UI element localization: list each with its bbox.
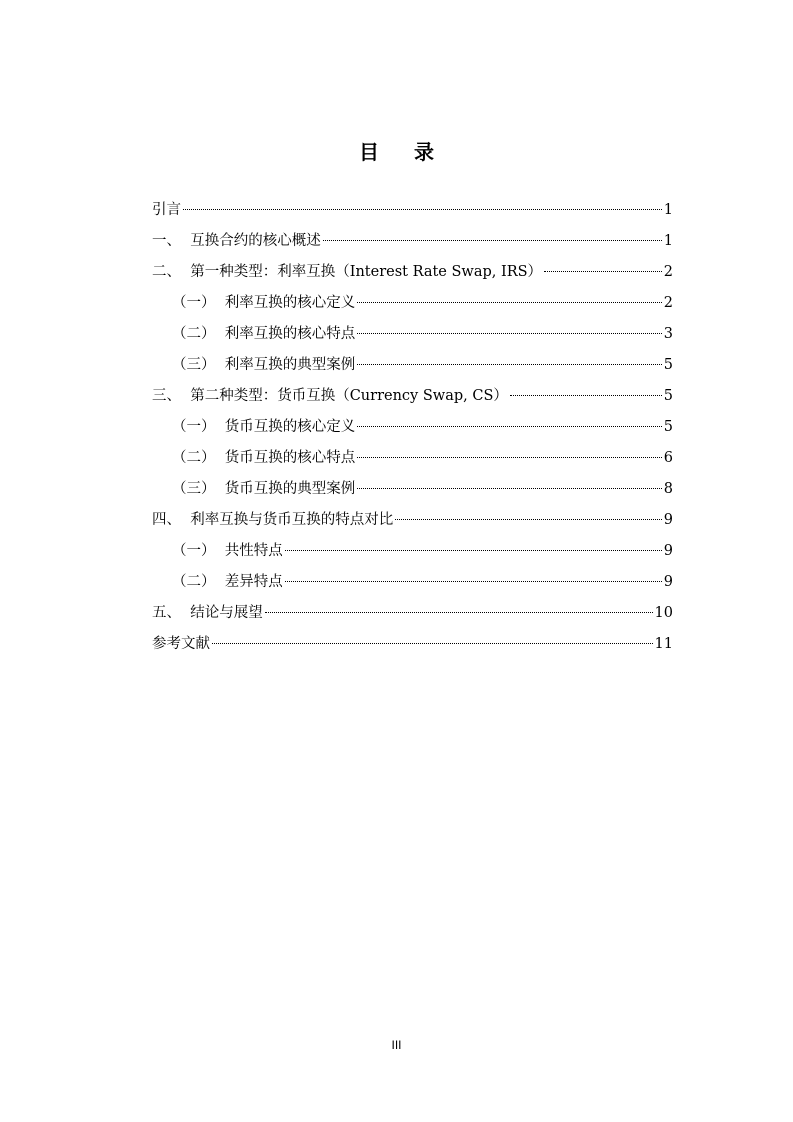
toc-entry-page: 6 — [663, 450, 673, 466]
toc-entry-page: 9 — [663, 574, 673, 590]
toc-entry-number: （一） — [172, 295, 225, 311]
toc-entry-label: 共性特点 — [224, 543, 283, 559]
toc-dot-leader — [544, 271, 662, 272]
toc-entry[interactable] — [152, 508, 673, 539]
toc-dot-leader — [357, 488, 662, 489]
toc-entry-page: 2 — [663, 264, 673, 280]
toc-entry-label: 结论与展望 — [190, 605, 263, 621]
toc-entry-number: 五、 — [152, 605, 191, 621]
toc-entry[interactable] — [152, 415, 673, 446]
toc-dot-leader — [357, 333, 662, 334]
toc-entry[interactable] — [152, 229, 673, 260]
toc-entry[interactable] — [152, 570, 673, 601]
toc-entry-label: 利率互换的典型案例 — [224, 357, 356, 373]
toc-dot-leader — [183, 209, 662, 210]
toc-entry-page: 11 — [654, 636, 673, 652]
toc-entry[interactable] — [152, 291, 673, 322]
toc-entry-label: 货币互换的核心定义 — [224, 419, 356, 435]
toc-dot-leader — [510, 395, 662, 396]
toc-dot-leader — [357, 457, 662, 458]
toc-entry-page: 3 — [663, 326, 673, 342]
toc-entry-page: 8 — [663, 481, 673, 497]
toc-entry-label: 第二种类型：货币互换（Currency Swap, CS） — [190, 388, 508, 404]
toc-entry-page: 5 — [663, 388, 673, 404]
toc-entry-number: 四、 — [152, 512, 191, 528]
toc-entry[interactable] — [152, 260, 673, 291]
toc-dot-leader — [212, 643, 653, 644]
toc-entry-number: 二、 — [152, 264, 191, 280]
toc-dot-leader — [357, 302, 662, 303]
toc-entry-number: （一） — [172, 419, 225, 435]
toc-entry-number: （三） — [172, 481, 225, 497]
page-number: III — [391, 1038, 402, 1052]
toc-entry-page: 1 — [663, 202, 673, 218]
toc-dot-leader — [395, 519, 662, 520]
toc-entry-label: 利率互换的核心特点 — [224, 326, 356, 342]
toc-entry[interactable] — [152, 322, 673, 353]
toc-entry-number: （一） — [172, 543, 225, 559]
toc-entry[interactable] — [152, 632, 673, 663]
toc-entry-page: 5 — [663, 419, 673, 435]
toc-entry-label: 货币互换的核心特点 — [224, 450, 356, 466]
toc-entry[interactable] — [152, 601, 673, 632]
toc-entry[interactable] — [152, 446, 673, 477]
toc-entry-label: 差异特点 — [224, 574, 283, 590]
toc-entry-page: 9 — [663, 512, 673, 528]
toc-entry[interactable] — [152, 353, 673, 384]
toc-dot-leader — [285, 550, 662, 551]
table-of-contents — [152, 198, 673, 663]
toc-entry[interactable] — [152, 477, 673, 508]
toc-entry-number: （二） — [172, 450, 225, 466]
toc-entry-label: 互换合约的核心概述 — [190, 233, 321, 249]
toc-dot-leader — [357, 426, 662, 427]
toc-entry-number: （三） — [172, 357, 225, 373]
toc-entry[interactable] — [152, 384, 673, 415]
toc-entry-label: 引言 — [152, 202, 181, 218]
toc-entry-page: 5 — [663, 357, 673, 373]
toc-entry-number: （二） — [172, 574, 225, 590]
toc-dot-leader — [265, 612, 653, 613]
toc-entry-label: 货币互换的典型案例 — [224, 481, 356, 497]
toc-entry-number: 一、 — [152, 233, 191, 249]
toc-entry-page: 2 — [663, 295, 673, 311]
toc-entry-page: 1 — [663, 233, 673, 249]
toc-entry-label: 利率互换与货币互换的特点对比 — [190, 512, 394, 528]
toc-entry[interactable] — [152, 198, 673, 229]
toc-entry-page: 9 — [663, 543, 673, 559]
toc-entry-page: 10 — [654, 605, 673, 621]
toc-dot-leader — [285, 581, 662, 582]
page-title: 目 录 — [359, 140, 448, 164]
toc-entry-label: 利率互换的核心定义 — [224, 295, 356, 311]
toc-entry[interactable] — [152, 539, 673, 570]
toc-dot-leader — [323, 240, 662, 241]
toc-dot-leader — [357, 364, 662, 365]
toc-entry-label: 参考文献 — [152, 636, 210, 652]
toc-entry-number: （二） — [172, 326, 225, 342]
toc-entry-label: 第一种类型：利率互换（Interest Rate Swap, IRS） — [190, 264, 543, 280]
toc-entry-number: 三、 — [152, 388, 191, 404]
